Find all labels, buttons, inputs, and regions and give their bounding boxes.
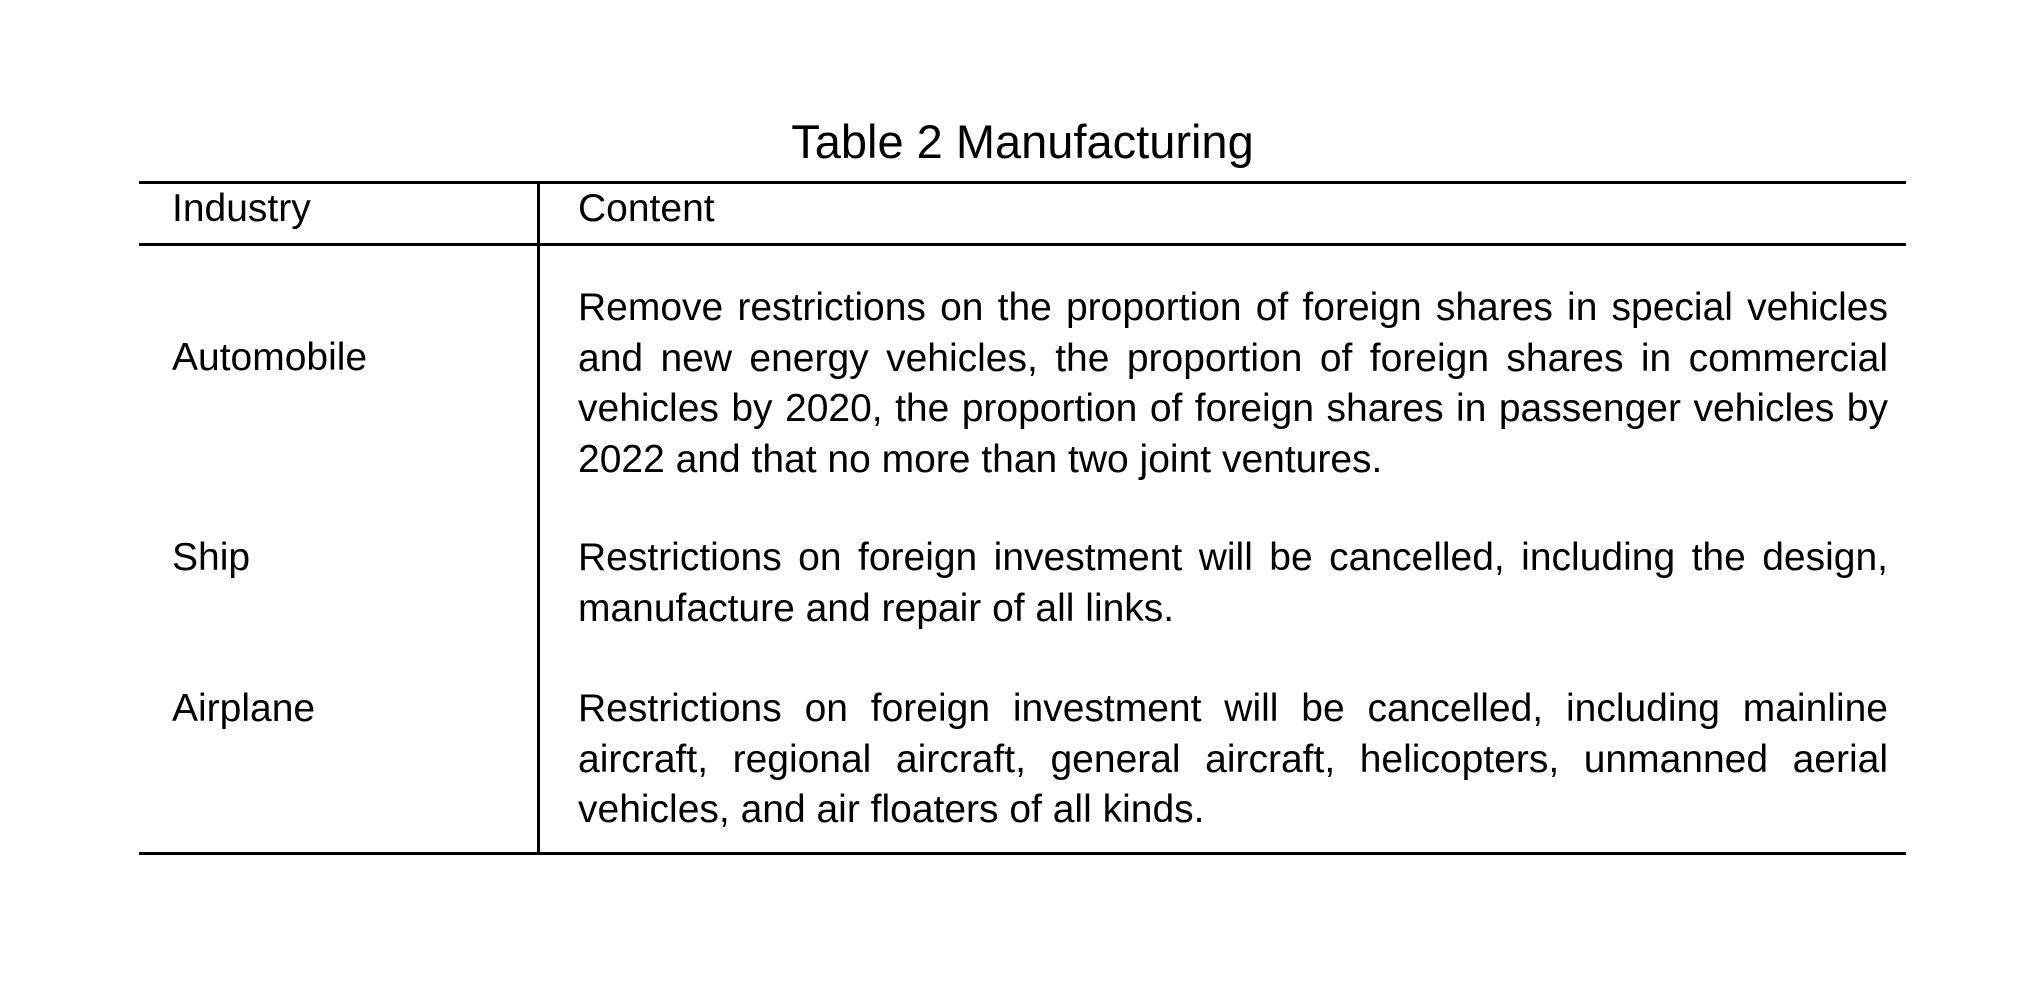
header-content: Content xyxy=(578,187,715,230)
row-airplane-industry: Airplane xyxy=(172,687,316,730)
table-caption: Table 2 Manufacturing xyxy=(791,115,1254,168)
row-ship-content: Restrictions on foreign investment will be cancelled, including the design, manufacture and repair of all links. xyxy=(578,536,1888,630)
table-header-rule xyxy=(139,243,1906,246)
header-industry: Industry xyxy=(172,187,311,230)
row-automobile-content: Remove restrictions on the proportion of foreign shares in special vehicles and new energy vehicles, the proportion of foreign shares in commercial vehicles by 2020, the proportion of foreign shares in passenger vehicles by 2022 and that no more than two joint ventures. xyxy=(578,286,1888,481)
row-ship-industry: Ship xyxy=(172,536,251,579)
table-bottom-rule xyxy=(139,852,1906,855)
row-automobile-industry: Automobile xyxy=(172,336,368,379)
table-column-divider xyxy=(537,181,540,855)
row-airplane-content: Restrictions on foreign investment will be cancelled, including mainline aircraft, regional aircraft, general aircraft, helicopters, unmanned aerial vehicles, and air floaters of all kinds. xyxy=(578,687,1888,831)
